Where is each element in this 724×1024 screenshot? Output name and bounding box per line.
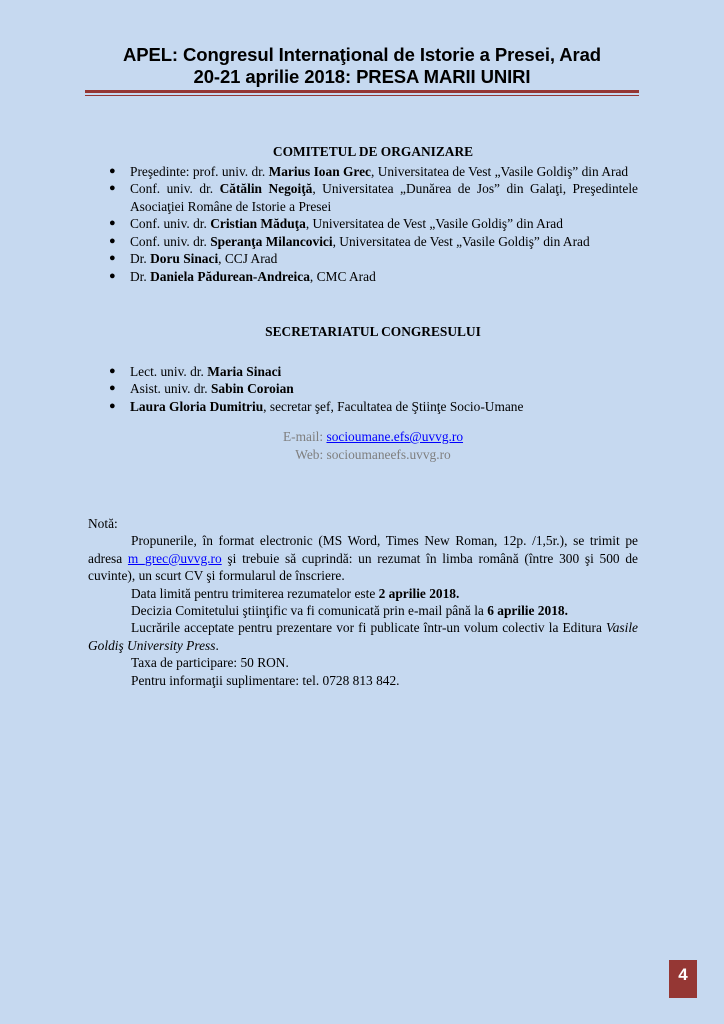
member-name: Cătălin Negoiţă: [219, 181, 313, 196]
contact-block: [108, 428, 638, 463]
bullet-icon: ●: [109, 252, 116, 264]
list-item: ● Lect. univ. dr. Maria Sinaci: [109, 363, 282, 379]
decision-date: 6 aprilie 2018.: [487, 603, 568, 619]
header-title-line2: 20-21 aprilie 2018: PRESA MARII UNIRI: [193, 66, 531, 87]
committee-title: COMITETUL DE ORGANIZARE: [272, 144, 474, 159]
header-title-line1: APEL: Congresul Internaţional de Istorie a Presei, Arad: [122, 44, 601, 65]
member-name: Speranţa Milancovici: [210, 233, 333, 249]
list-item: ● Dr. Doru Sinaci, CCJ Arad: [109, 251, 278, 266]
main-content: [108, 143, 638, 463]
submission-email-link[interactable]: m_grec@uvvg.ro: [127, 550, 222, 566]
secretariat-title: SECRETARIATUL CONGRESULUI: [265, 324, 481, 339]
member-name: Doru Sinaci: [150, 251, 219, 266]
bullet-icon: ●: [109, 164, 116, 177]
committee-list: [108, 163, 638, 286]
note-paragraph-6: Pentru informaţii suplimentare: tel. 0728 813 842.: [131, 672, 400, 688]
header-rule-thick: [85, 90, 639, 93]
contact-email-line: E-mail: socioumane.efs@uvvg.ro: [282, 429, 464, 444]
member-name: Laura Gloria Dumitriu: [130, 398, 264, 414]
member-name: Daniela Pădurean-Andreica: [150, 268, 310, 284]
bullet-icon: ●: [109, 182, 116, 194]
deadline-date: 2 aprilie 2018.: [378, 585, 460, 601]
note-paragraph-2: Data limită pentru trimiterea rezumatelor este 2 aprilie 2018.: [131, 585, 460, 601]
secretariat-list: [108, 363, 638, 416]
publisher-name: Vasile Goldiş University Press: [88, 620, 638, 653]
bullet-icon: ●: [109, 269, 116, 282]
note-paragraph-3: Decizia Comitetului ştiinţific va fi comunicată prin e-mail până la 6 aprilie 2018.: [131, 603, 568, 619]
header-rule-thin: [85, 95, 639, 96]
list-item: ● Dr. Daniela Pădurean-Andreica, CMC Arad: [109, 268, 376, 284]
list-item: ● Conf. univ. dr. Cristian Măduţa, Universitatea de Vest „Vasile Goldiş” din Arad: [109, 216, 563, 231]
list-item: ● Conf. univ. dr. Speranţa Milancovici, Universitatea de Vest „Vasile Goldiş” din Arad: [109, 233, 590, 249]
note-paragraph-4: Lucrările acceptate pentru prezentare vor fi publicate într-un volum colectiv la Editura Vasile Goldiş University Press.: [88, 620, 638, 653]
bullet-icon: ●: [109, 399, 116, 412]
member-name: Cristian Măduţa: [210, 216, 306, 231]
list-item: ● Asist. univ. dr. Sabin Coroian: [109, 381, 294, 396]
page-header: [0, 44, 724, 88]
note-section: [88, 515, 638, 689]
list-item: ● Preşedinte: prof. univ. dr. Marius Ioan Grec, Universitatea de Vest „Vasile Goldiş” din Arad: [109, 163, 629, 179]
note-paragraph-5: Taxa de participare: 50 RON.: [131, 655, 289, 671]
bullet-icon: ●: [109, 217, 116, 229]
member-name: Marius Ioan Grec: [268, 163, 371, 179]
list-item: ● Conf. univ. dr. Cătălin Negoiţă, Universitatea „Dunărea de Jos” din Galaţi, Preşedintele Asociaţiei Române de Istorie a Presei: [109, 181, 639, 214]
note-paragraph-1: Propunerile, în format electronic (MS Word, Times New Roman, 12p. /1,5r.), se trimit pe adresa m_grec@uvvg.ro şi trebuie să cuprindă: un rezumat în limba română (între 300 şi 500 de cuvinte), un scurt CV şi formularul de înscriere.: [88, 533, 638, 584]
page-number-badge: [669, 960, 697, 998]
bullet-icon: ●: [109, 364, 116, 377]
bullet-icon: ●: [109, 234, 116, 247]
bullet-icon: ●: [109, 382, 116, 394]
note-label: Notă:: [88, 516, 118, 531]
page-number: 4: [678, 965, 688, 984]
contact-email-link[interactable]: socioumane.efs@uvvg.ro: [326, 429, 464, 444]
member-name: Maria Sinaci: [207, 363, 282, 379]
member-name: Sabin Coroian: [210, 381, 294, 396]
contact-web: Web: socioumaneefs.uvvg.ro: [295, 446, 451, 462]
list-item: ● Laura Gloria Dumitriu, secretar şef, Facultatea de Ştiinţe Socio-Umane: [109, 398, 524, 414]
